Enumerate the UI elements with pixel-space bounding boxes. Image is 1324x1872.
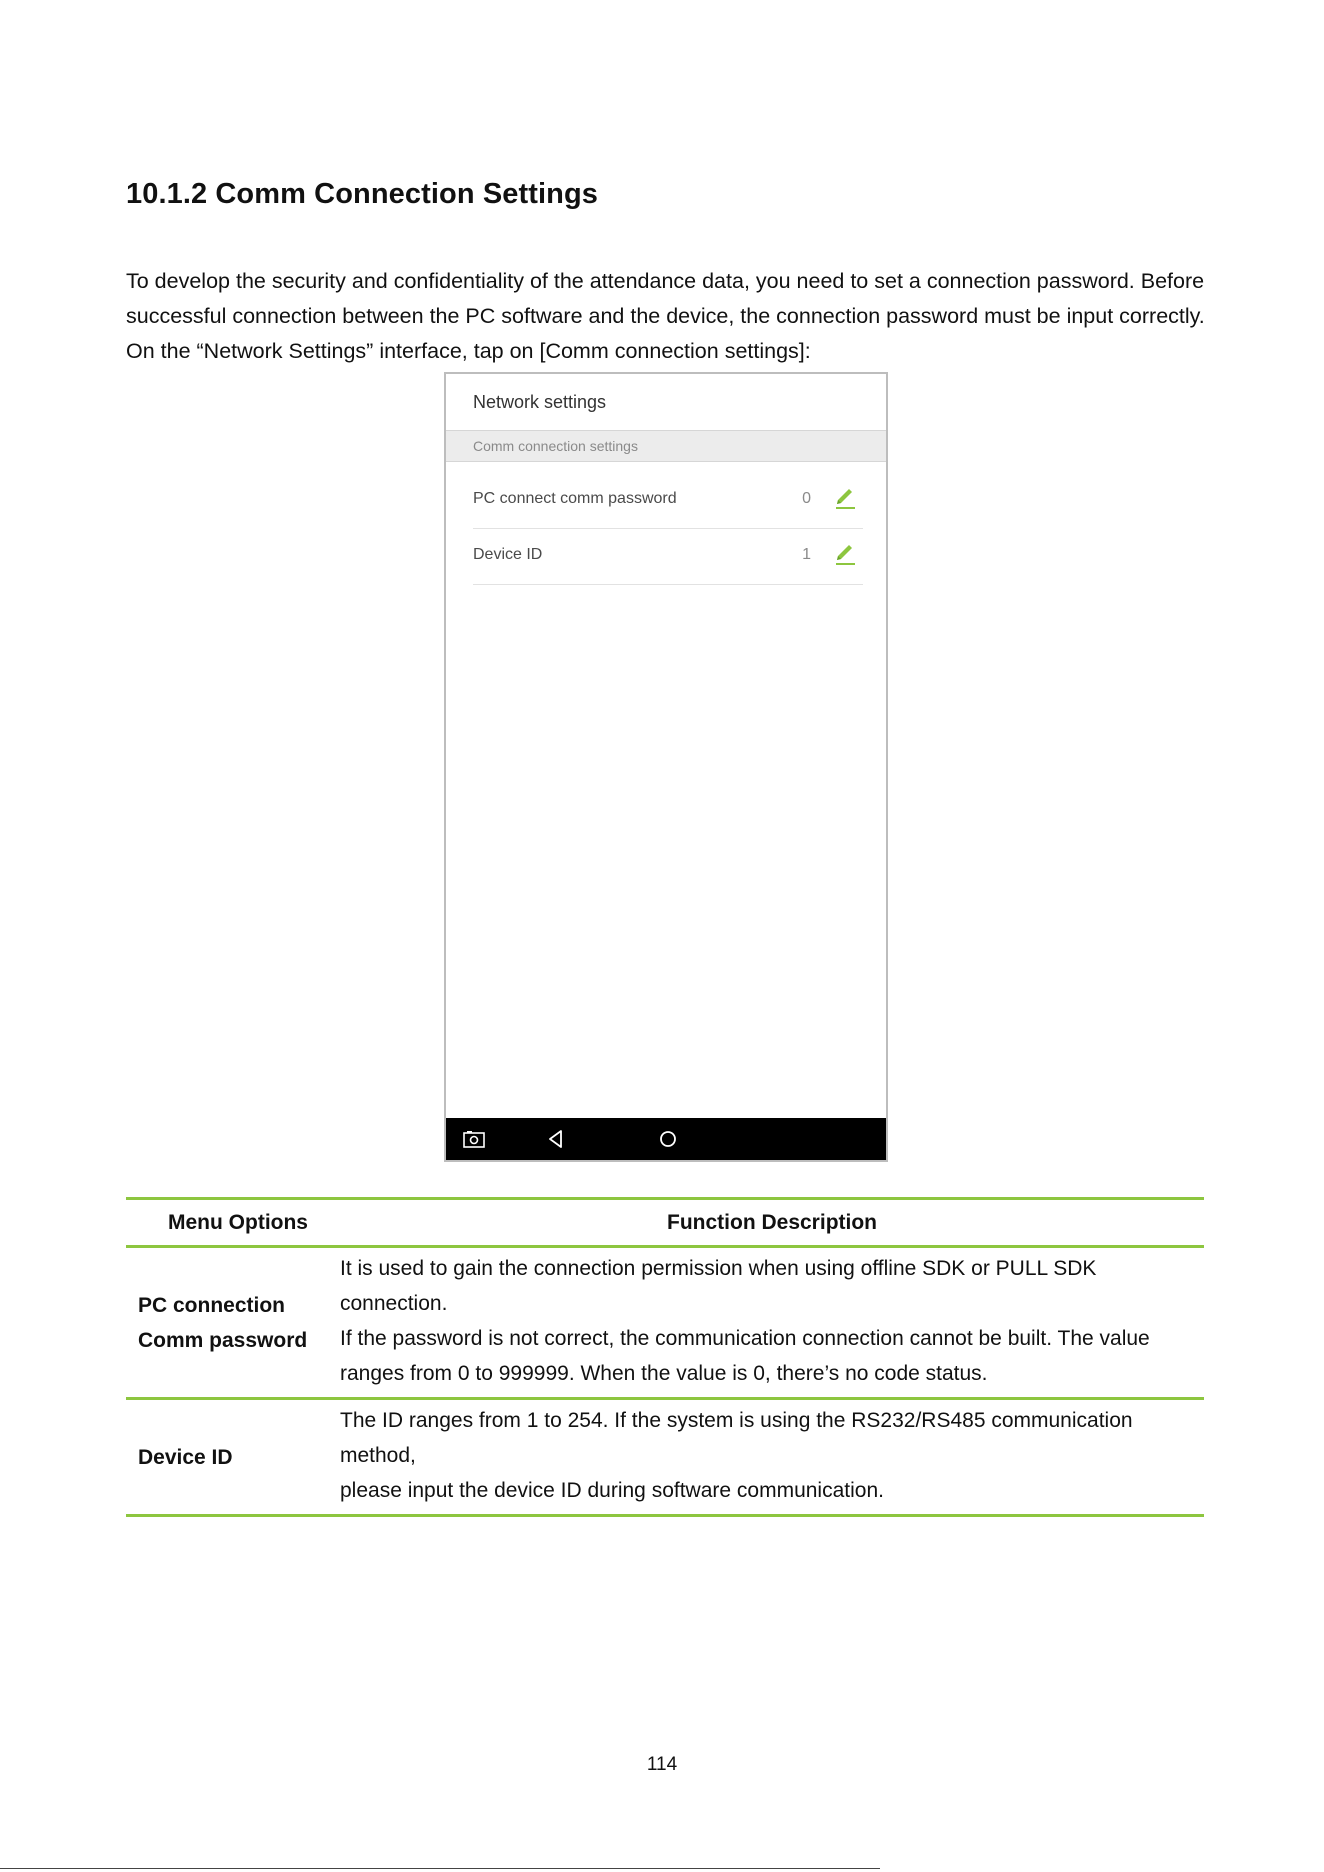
footer-divider [0,1868,880,1869]
menu-option-cell [126,1247,340,1399]
options-table [126,1197,1204,1517]
section-header-label: Comm connection settings [473,438,638,454]
camera-icon[interactable] [462,1127,486,1151]
section-heading: 10.1.2 Comm Connection Settings [126,178,599,210]
table-row [126,1399,1204,1516]
page-number: 114 [646,1754,678,1775]
intro-line: To develop the security and confidentiality of the attendance data, you need to set a connection password. Before [126,269,1205,293]
description-line: ranges from 0 to 999999. When the value is 0, there’s no code status. [340,1362,988,1385]
description-cell [340,1399,1204,1516]
description-line: If the password is not correct, the communication connection cannot be built. The value [340,1327,1150,1350]
option-line: Comm password [138,1328,308,1352]
setting-value: 0 [802,490,811,507]
setting-row-device-id[interactable] [473,528,863,585]
back-triangle-icon[interactable] [544,1127,568,1151]
description-line: It is used to gain the connection permission when using offline SDK or PULL SDK connection. [340,1257,1097,1315]
screen-title: Network settings [473,392,607,412]
description-cell [340,1247,1204,1399]
menu-option-cell [126,1399,340,1516]
intro-line: On the “Network Settings” interface, tap on [Comm connection settings]: [126,339,811,363]
table-row [126,1247,1204,1399]
description-line: The ID ranges from 1 to 254. If the system is using the RS232/RS485 communication method, [340,1409,1133,1467]
option-line: PC connection [138,1293,286,1317]
setting-row-pc-password[interactable] [473,472,863,529]
intro-paragraph [126,264,1216,369]
setting-label: Device ID [473,546,543,563]
description-line: please input the device ID during software communication. [340,1479,884,1502]
android-nav-bar [446,1118,886,1160]
setting-value: 1 [802,546,811,563]
pencil-edit-icon[interactable] [833,542,857,566]
column-header-menu-options: Menu Options [168,1211,308,1234]
setting-label: PC connect comm password [473,490,677,507]
table-header-row [126,1199,1204,1247]
intro-line: successful connection between the PC software and the device, the connection password must be input correctly. [126,304,1205,328]
option-line: Device ID [138,1445,233,1469]
pencil-edit-icon[interactable] [833,486,857,510]
section-header [446,430,886,462]
device-screenshot [444,372,888,1162]
column-header-function-description: Function Description [667,1211,877,1234]
home-circle-icon[interactable] [656,1127,680,1151]
